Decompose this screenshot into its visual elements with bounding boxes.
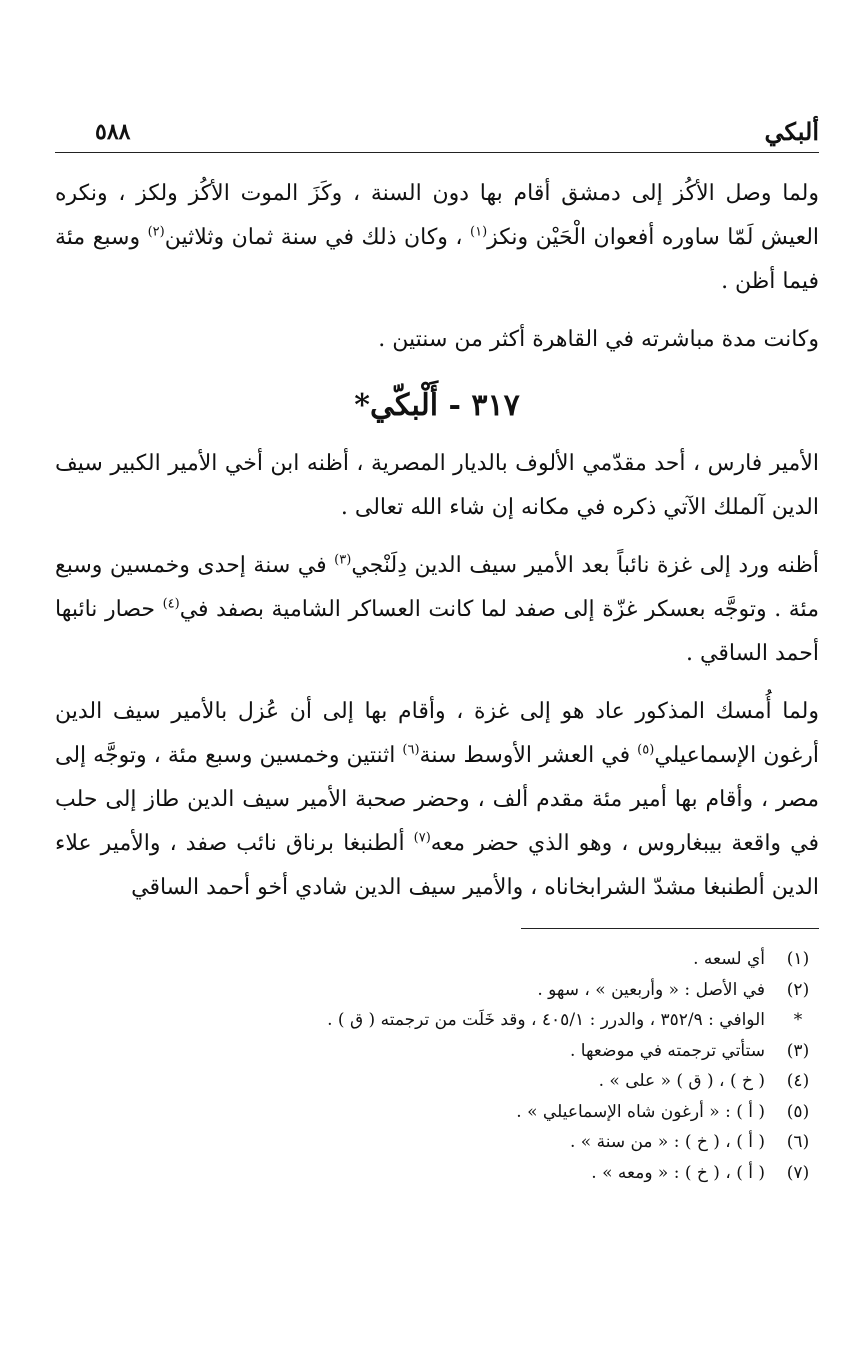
paragraph-5-text-a: ولما أُمسك المذكور عاد هو إلى غزة ، وأقام بها إلى أن عُزل بالأمير سيف الدين أرغون الإسماعيلي	[55, 699, 819, 768]
footnote-text: أي لسعه .	[693, 949, 765, 969]
paragraph-5-text-c: اثنتين وخمسين وسبع مئة ، وتوجَّه إلى مصر ، وأقام بها أمير مئة مقدم ألف ، وحضر صحبة الأمير سيف الدين طاز إلى حلب في واقعة بيبغاروس ، وهو الذي حضر معه	[55, 743, 819, 856]
paragraph-5-text-d: ألطنبغا برناق نائب صفد ، والأمير علاء الدين ألطنبغا مشدّ الشرابخاناه ، والأمير سيف الدين شادي أخو أحمد الساقي	[55, 831, 819, 900]
running-title: ألبكي	[764, 117, 819, 146]
footnotes-list	[55, 944, 819, 1188]
footnote-ref-3: (٣)	[334, 552, 352, 568]
footnote-ref-5: (٥)	[637, 742, 655, 758]
footnote-marker: (١)	[786, 949, 810, 969]
paragraph-1	[55, 172, 819, 304]
paragraph-1-text-c: وسبع مئة فيما أظن .	[55, 225, 819, 294]
footnote-ref-6: (٦)	[402, 742, 420, 758]
footnote-item	[55, 944, 819, 975]
paragraph-1-text-b: ، وكان ذلك في سنة ثمان وثلاثين	[164, 225, 470, 250]
paragraph-5-text-b: في العشر الأوسط سنة	[419, 743, 638, 768]
page-header	[55, 112, 819, 153]
footnote-item	[55, 1036, 819, 1067]
footnote-item	[55, 1097, 819, 1128]
footnote-ref-7: (٧)	[413, 830, 431, 846]
footnote-separator	[521, 928, 819, 929]
footnote-marker: (٣)	[786, 1040, 810, 1061]
footnote-marker: (٥)	[786, 1101, 810, 1122]
footnote-text: ستأتي ترجمته في موضعها .	[569, 1040, 765, 1061]
footnote-marker: (٧)	[786, 1162, 810, 1183]
footnote-marker: (٢)	[786, 979, 810, 1000]
footnote-item	[55, 1127, 819, 1158]
paragraph-5	[55, 690, 819, 910]
paragraph-4-text-c: حصار نائبها أحمد الساقي .	[55, 597, 819, 666]
footnote-marker: (٦)	[786, 1132, 810, 1152]
footnote-text: ( أ ) : « أرغون شاه الإسماعيلي » .	[516, 1101, 765, 1122]
footnote-text: الوافي : ٣٥٢/٩ ، والدرر : ٤٠٥/١ ، وقد خَلَت من ترجمته ( ق ) .	[327, 1010, 765, 1030]
paragraph-4-text-a: أظنه ورد إلى غزة نائباً بعد الأمير سيف الدين دِلَنْجي	[351, 553, 819, 578]
paragraph-4	[55, 544, 819, 676]
footnote-ref-2: (٢)	[147, 224, 165, 240]
footnote-text: ( أ ) ، ( خ ) : « من سنة » .	[569, 1132, 765, 1152]
footnote-ref-1: (١)	[470, 224, 488, 240]
page-number: ٥٨٨	[95, 119, 131, 145]
main-text	[55, 172, 819, 910]
paragraph-1-text-a: ولما وصل الأكُز إلى دمشق أقام بها دون السنة ، وكَزَ الموت الأكُز ولكز ، ونكره العيش لَمّا ساوره أفعوان الْحَيْن ونكز	[55, 181, 820, 250]
footnote-item	[55, 1066, 819, 1097]
entry-heading: ٣١٧ - أَلْبكّي*	[354, 388, 520, 423]
paragraph-3: الأمير فارس ، أحد مقدّمي الألوف بالديار المصرية ، أظنه ابن أخي الأمير الكبير سيف الدين آلملك الآتي ذكره في مكانه إن شاء الله تعالى .	[55, 451, 819, 520]
paragraph-2: وكانت مدة مباشرته في القاهرة أكثر من سنتين .	[378, 327, 819, 352]
footnote-text: ( أ ) ، ( خ ) : « ومعه » .	[591, 1162, 765, 1183]
footnote-item	[55, 1158, 819, 1189]
footnote-text: ( خ ) ، ( ق ) « على » .	[598, 1071, 765, 1091]
paragraph-4-text-b: في سنة إحدى وخمسين وسبع مئة . وتوجَّه بعسكر غزّة إلى صفد لما كانت العساكر الشامية بصفد في	[55, 553, 819, 622]
footnote-item	[55, 975, 819, 1006]
footnote-marker: *	[793, 1010, 803, 1030]
footnote-ref-4: (٤)	[162, 596, 180, 612]
footnote-item	[55, 1005, 819, 1036]
footnote-text: في الأصل : « وأربعين » ، سهو .	[537, 979, 765, 1000]
footnote-marker: (٤)	[786, 1071, 810, 1091]
